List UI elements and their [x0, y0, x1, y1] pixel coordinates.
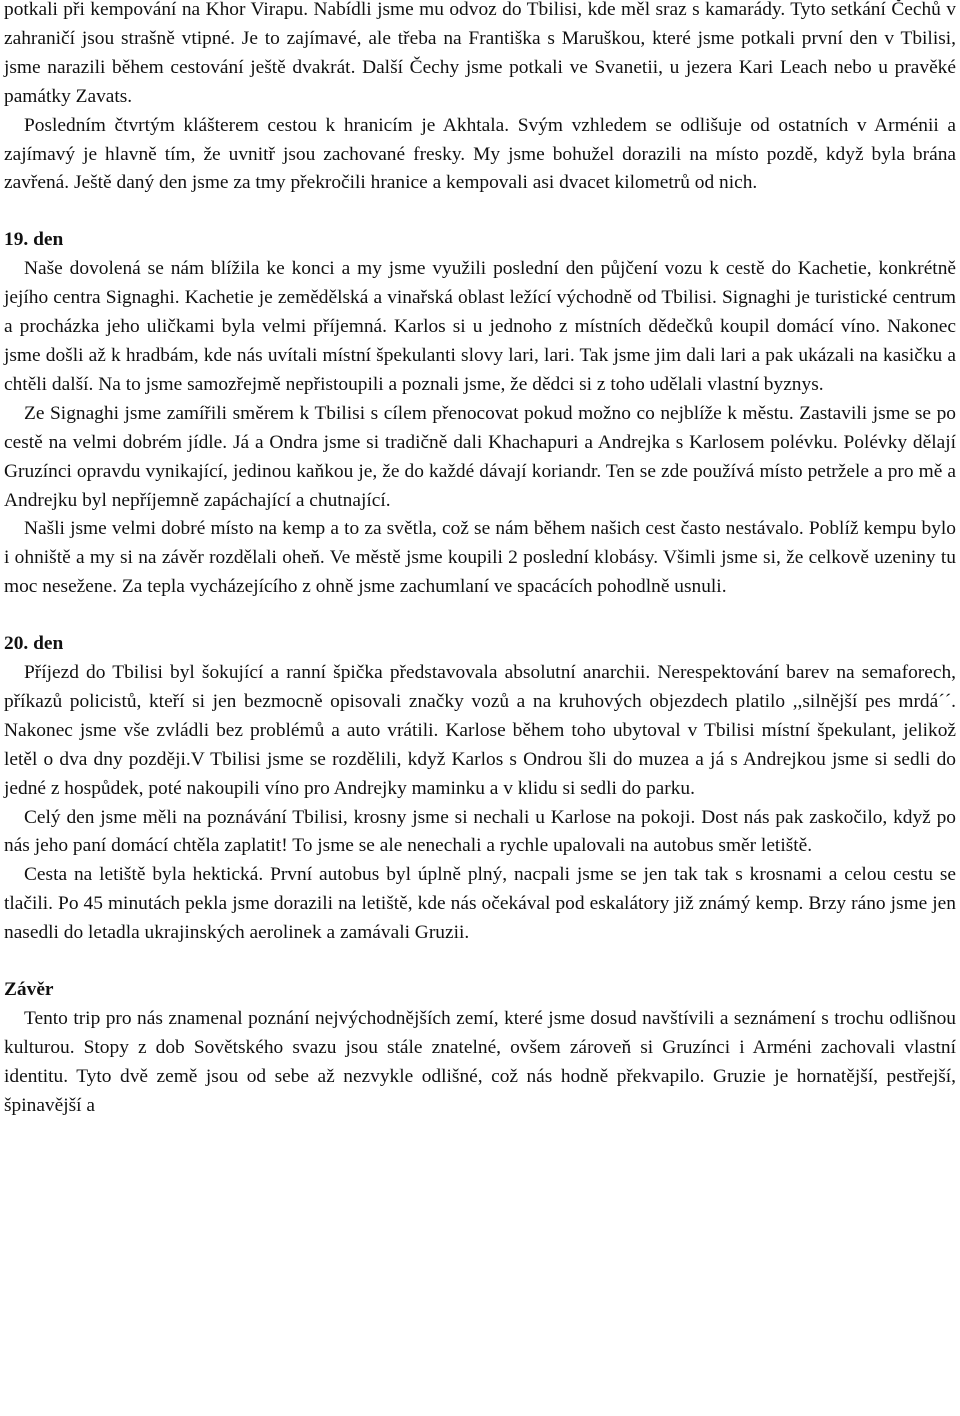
paragraph-camp: Našli jsme velmi dobré místo na kemp a to za světla, což se nám během našich cest často nestávalo. Poblíž kempu bylo i ohniště a my si na závěr rozdělali oheň. Ve městě jsme koupili 2 poslední klobásy. Všimli jsme si, že celkově uzeniny tu moc nesežene. Za tepla vycházejícího z ohně jsme zachumlaní ve spacácích pohodlně usnuli.	[4, 518, 956, 598]
heading-day-19: 19. den	[4, 229, 64, 251]
document-page	[4, 0, 956, 1121]
paragraph-conclusion: Tento trip pro nás znamenal poznání nejvýchodnějších zemí, které jsme dosud navštívili a seznámení s trochu odlišnou kulturou. Stopy z dob Sovětského svazu jsou stále znatelné, ovšem zároveň si Gruzínci i Arméni zachovali vlastní identitu. Tyto dvě země jsou od sebe až nezvykle odlišné, což nás hodně překvapilo. Gruzie je hornatější, pestřejší, špinavější a	[4, 1008, 956, 1116]
paragraph-tbilisi-day: Celý den jsme měli na poznávání Tbilisi, krosny jsme si nechali u Karlose na pokoji. Dost nás pak zaskočilo, když po nás jeho paní domácí chtěla zaplatit! To jsme se ale nenechali a rychle upalovali na autobus směr letiště.	[4, 806, 956, 857]
paragraph-tbilisi-arrival: Příjezd do Tbilisi byl šokující a ranní špička představovala absolutní anarchii. Nerespektování barev na semaforech, příkazů policistů, kteří si jen bezmocně opisovali značky vozů a na kruhových objezdech platilo ,,silnější pes mrdá´´. Nakonec jsme vše zvládli bez problémů a auto vrátili. Karlose během toho ubytoval v Tbilisi místní špekulant, jelikož letěl o dva dny později.V Tbilisi jsme se rozdělili, když Karlos s Ondrou šli do muzea a já s Andrejkou jsme si sedli do jedné z hospůdek, poté nakoupili víno pro Andrejky maminku a v klidu si sedli do parku.	[4, 662, 956, 799]
paragraph-signaghi: Naše dovolená se nám blížila ke konci a my jsme využili poslední den půjčení vozu k cestě do Kachetie, konkrétně jejího centra Signaghi. Kachetie je zemědělská a vinařská oblast ležící východně od Tbilisi. Signaghi je turistické centrum a procházka jeho uličkami byla velmi příjemná. Karlos si u jednoho z místních dědečků koupil domácí víno. Nakonec jsme došli až k hradbám, kde nás uvítali místní špekulanti slovy lari, lari. Tak jsme jim dali lari a pak ukázali na kasičku a chtěli další. Na to jsme samozřejmě nepřistoupili a poznali jsme, že dědci si z toho udělali vlastní byznys.	[4, 258, 956, 395]
paragraph-airport: Cesta na letiště byla hektická. První autobus byl úplně plný, nacpali jsme se jen tak tak s krosnami a celou cestu se tlačili. Po 45 minutách pekla jsme dorazili na letiště, kde nás očekával pod eskalátory již známý kemp. Brzy ráno jsme jen nasedli do letadla ukrajinských aerolinek a zamávali Gruzii.	[4, 864, 956, 944]
paragraph-czech-encounters: potkali při kempování na Khor Virapu. Nabídli jsme mu odvoz do Tbilisi, kde měl sraz s kamarády. Tyto setkání Čechů v zahraničí jsou strašně vtipné. Je to zajímavé, ale třeba na Františka s Maruškou, které jsme potkali první den v Tbilisi, jsme narazili během cestování ještě dvakrát. Další Čechy jsme potkali ve Svanetii, u jezera Kari Leach nebo u pravěké památky Zavats.	[4, 0, 956, 107]
heading-day-20: 20. den	[4, 633, 64, 655]
paragraph-food: Ze Signaghi jsme zamířili směrem k Tbilisi s cílem přenocovat pokud možno co nejblíže k městu. Zastavili jsme se po cestě na velmi dobrém jídle. Já a Ondra jsme si tradičně dali Khachapuri a Andrejka s Karlosem polévku. Polévky dělají Gruzínci opravdu vynikající, jedinou kaňkou je, že do každé dávají koriandr. Ten se zde používá místo petržele a pro mě a Andrejku byl nepříjemně zapáchající a chutnající.	[4, 402, 956, 511]
paragraph-akhtala: Posledním čtvrtým klášterem cestou k hranicím je Akhtala. Svým vzhledem se odlišuje od ostatních v Arménii a zajímavý je hlavně tím, že uvnitř jsou zachované fresky. My jsme bohužel dorazili na místo pozdě, když byla brána zavřená. Ještě daný den jsme za tmy překročili hranice a kempovali asi dvacet kilometrů od nich.	[4, 114, 956, 194]
heading-conclusion: Závěr	[4, 979, 54, 1001]
